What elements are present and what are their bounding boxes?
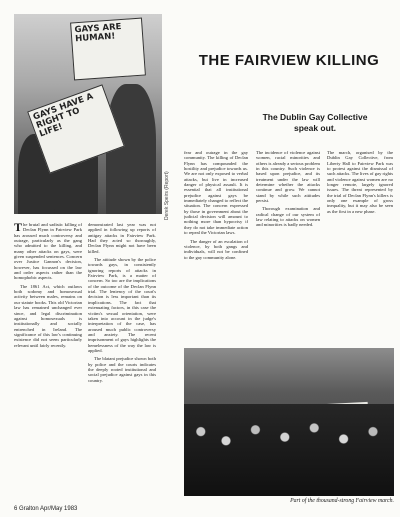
text-column-3: [184, 150, 248, 340]
drop-cap: T: [14, 222, 23, 234]
page-folio: 6 Gralton Apr/May 1983: [14, 506, 78, 512]
text-column-1: [14, 222, 82, 502]
paragraph: The 1861 Act, which outlaws both sodomy and homosexual activity between males, remains on our statute books. This old Victorian law has remained unchanged ever since, and legal discrimination against homosexuals is institutionally and socially entrenched in Ireland. The significance of this law's continuing existence did not seem particularly relevant until fairly recently.: [14, 283, 82, 348]
paragraph: Thorough examination and radical change of our system of law relating to attacks on women and minorities is badly needed.: [256, 206, 320, 228]
paragraph: [14, 222, 82, 281]
paragraph: The march, organised by the Dublin Gay Collective, from Liberty Hall to Fairview Park was to protest against the dismissal of such attacks. The lives of gay rights and violence against women are no longer remote, largely ignored issues. The threat represented by the trial of Declan Flynn's killers is only one example of gross inequality, but it may also be seen as the first in a new phase.: [327, 150, 393, 214]
protest-sign: GAYS ARE HUMAN!: [70, 18, 146, 81]
protest-sign: GAYS HAVE A RIGHT TO LIFE!: [27, 84, 125, 173]
paragraph: The danger of an escalation of violence, by both gangs and individuals, will not be confined to the gay community alone.: [184, 238, 248, 260]
protest-photo: [14, 14, 162, 214]
paragraph-text: he brutal and sadistic killing of Declan Flynn in Fairview Park has aroused much controversy and outrage, particularly as the gang who admitted to the killing, and many other attacks on gays, were given suspended sentences. Concern over Justice Gannon's decision, however, has focussed on the law and order aspects rather than the homophobic aspects.: [14, 222, 82, 281]
text-column-5: [327, 150, 393, 340]
paragraph: demonstrated last year was not applied in following up reports of antigay attacks in Fairview Park. Had they acted so thoroughly, Declan Flynn might not have been killed.: [88, 222, 156, 254]
paragraph: The attitude shown by the police towards gays, in consistently ignoring reports of attacks in Fairview Park, is a matter of concern. So too are the implications of the outcome of the Declan Flynn trial. The leniency of the court's decision is less important than its implications. The fact that extenuating factors, in this case the victim's sexual orientation, were taken into account in the judge's interpretation of the case, has aroused much public controversy and anxiety. The recent imprisonment of gays highlights the hemelessness of the way the law is applied.: [88, 257, 156, 353]
text-column-2: [88, 222, 156, 502]
article-subtitle: The Dublin Gay Collective speak out.: [262, 112, 368, 133]
crowd: [184, 404, 394, 496]
photo-caption: Part of the thousand-strong Fairview march.: [290, 498, 394, 504]
paragraph: The blatant prejudice shown both by police and the courts indicates the deeply rooted institutional and social prejudice against gays in this country.: [88, 356, 156, 383]
photo-credit: Derek Speirs (Report): [164, 171, 170, 220]
march-photo: [184, 348, 394, 496]
paragraph: The incidence of violence against women, racial minorities and others is already a serious problem in this country. Such violence is based upon prejudice, and its treatment under the law will determine whether the attacks continue and grow. We cannot stand by while such attitudes persist.: [256, 150, 320, 204]
article-title: THE FAIRVIEW KILLING: [198, 52, 380, 69]
paragraph: fear and outrage in the gay community. The killing of Declan Flynn has compounded the hostility and prejudice towards us. We are not only exposed to verbal attacks, but live in increased danger of physical assault. It is essential that all institutional prejudice against gays be immediately changed to reflect the situation. The concern expressed by those in government about the judicial decision will amount to nothing more than hypocrisy if they do not take immediate action to repeal the Victorian laws.: [184, 150, 248, 236]
text-column-4: [256, 150, 320, 340]
